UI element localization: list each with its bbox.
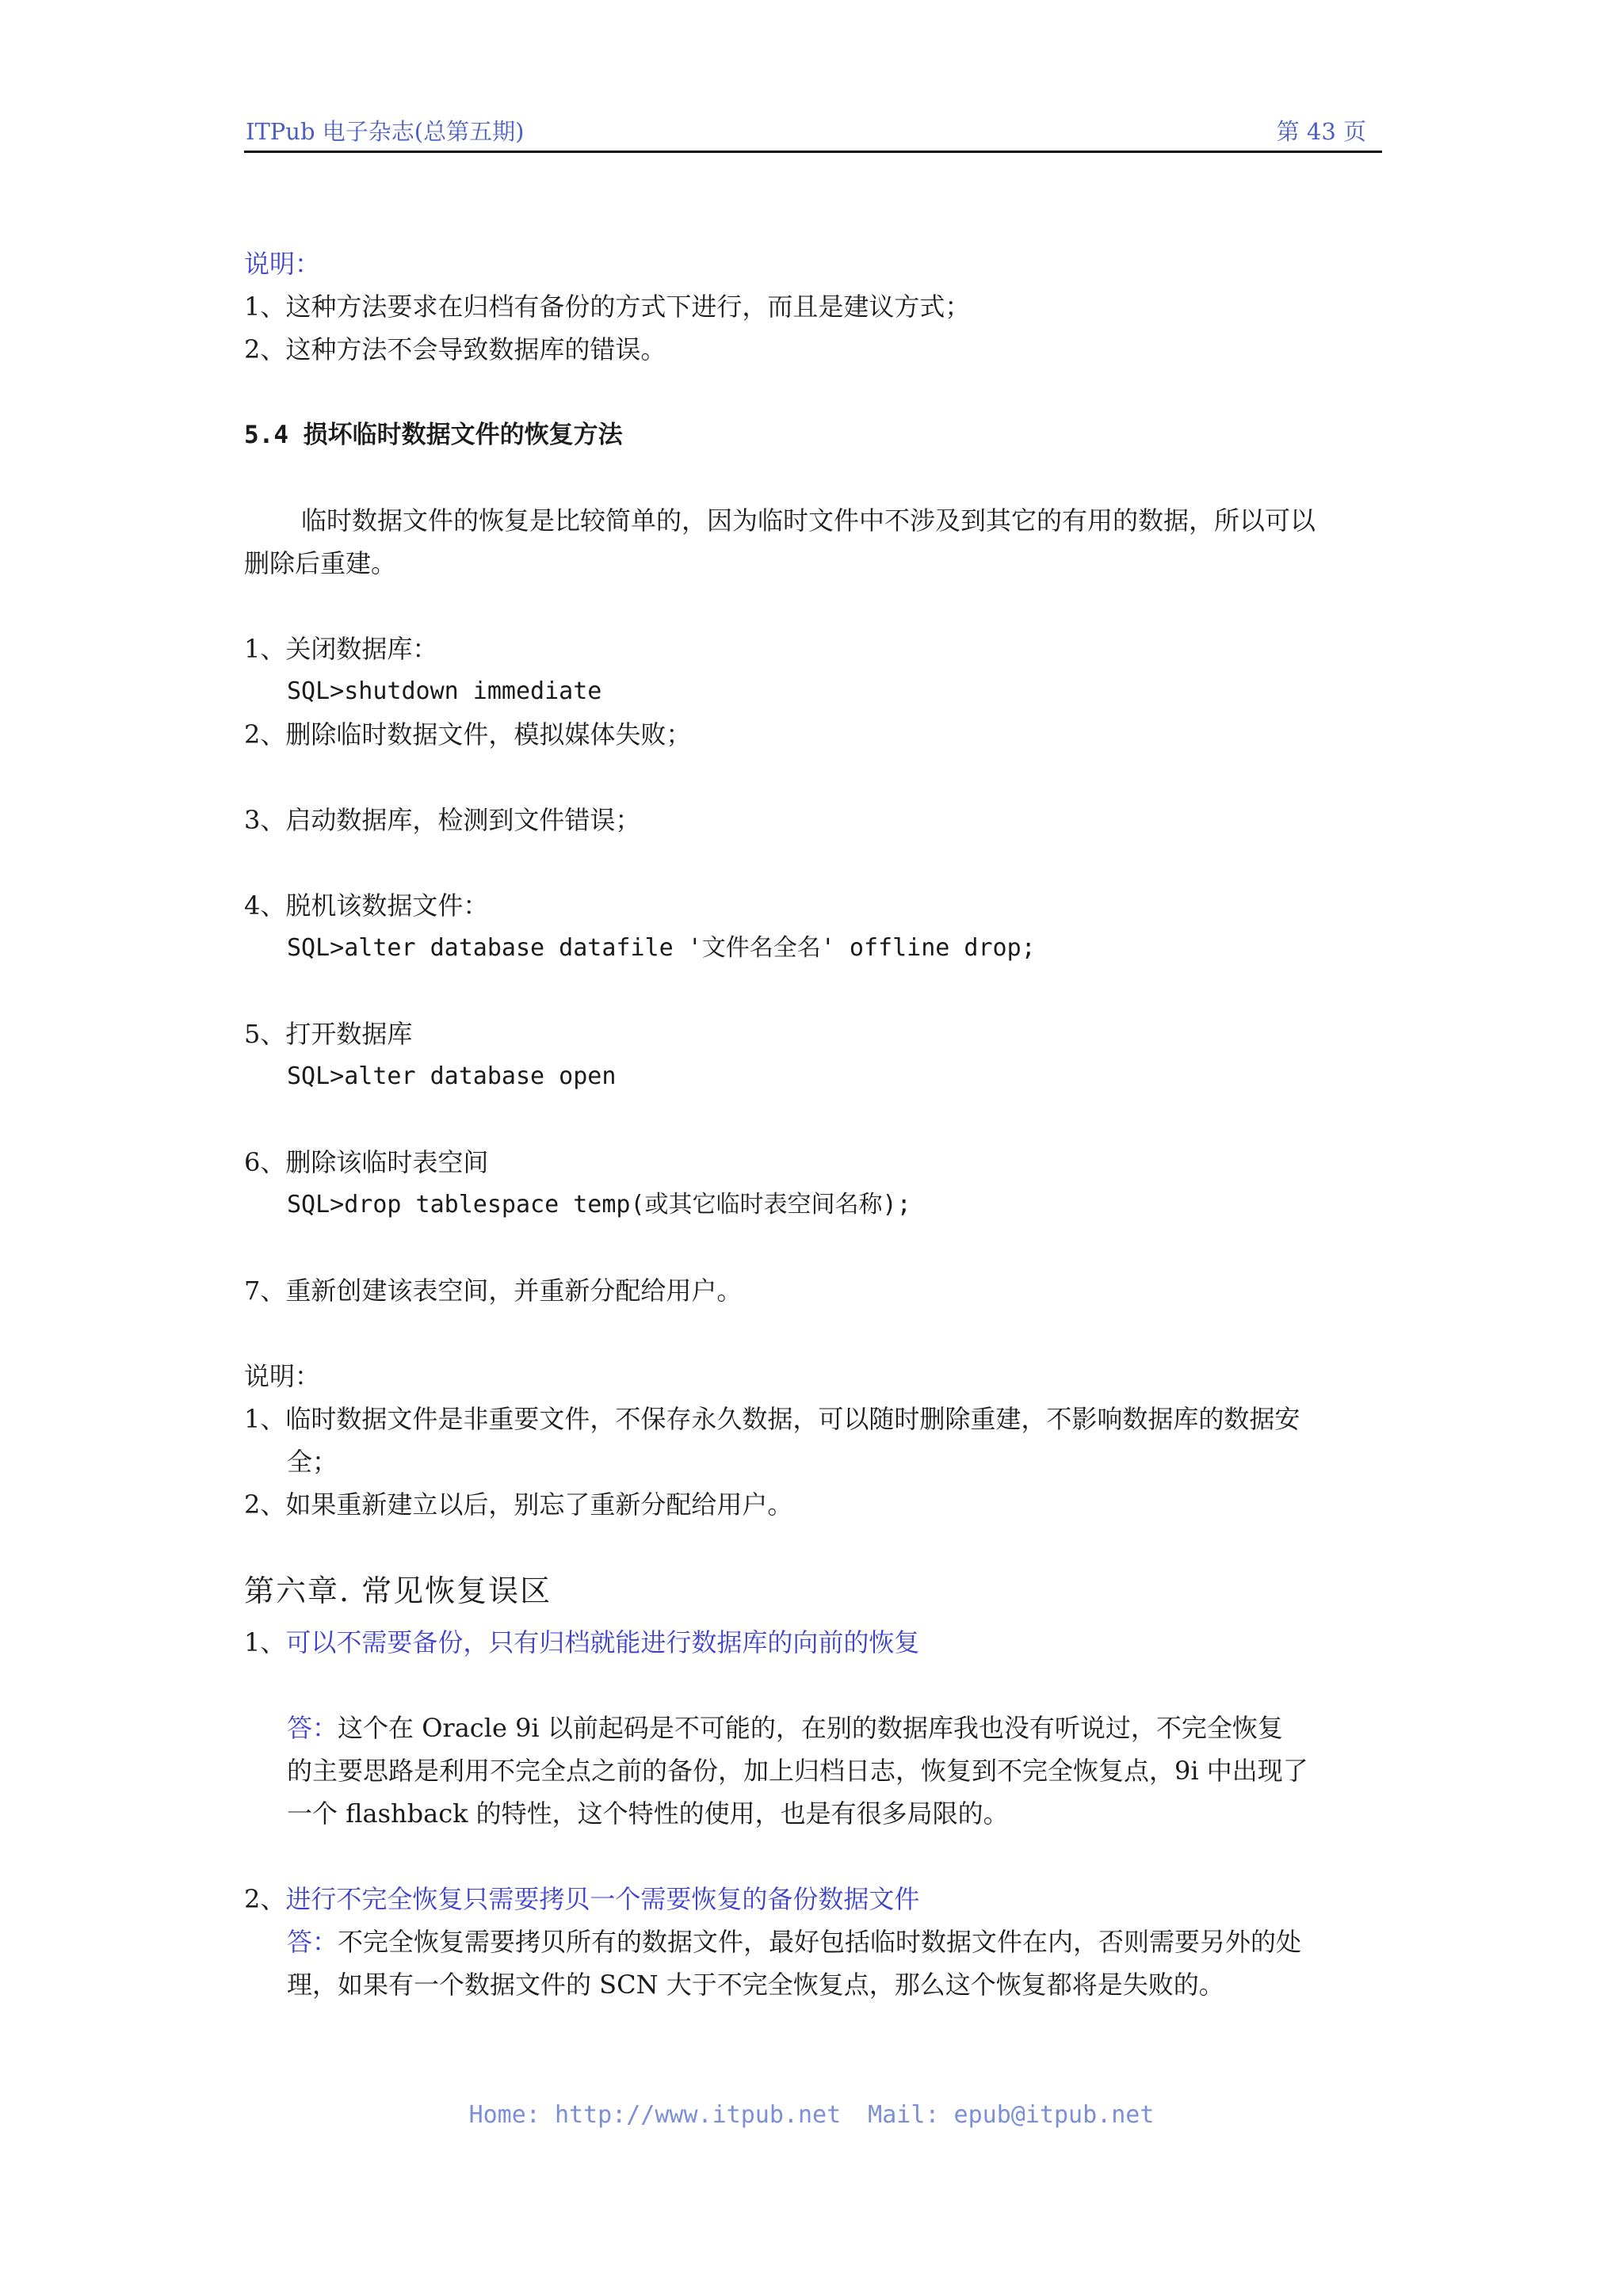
mail-label: Mail: <box>868 2101 940 2129</box>
answer-1-line <box>244 1707 1382 1749</box>
page-number: 第 43 页 <box>1276 118 1366 145</box>
chapter-heading: 第六章. 常见恢复误区 <box>244 1573 552 1608</box>
paragraph-line: 临时数据文件的恢复是比较简单的，因为临时文件中不涉及到其它的有用的数据，所以可以 <box>301 505 1316 536</box>
section-number: 5.4 <box>244 421 288 449</box>
answer-label: 答： <box>287 1713 338 1743</box>
magazine-title: ITPub 电子杂志(总第五期) <box>246 118 525 145</box>
page-content <box>244 242 1382 2006</box>
answer-label: 答： <box>287 1927 338 1957</box>
question-number: 1、 <box>244 1627 286 1657</box>
note-item: 2、如果重新建立以后，别忘了重新分配给用户。 <box>244 1489 793 1520</box>
note-item: 1、临时数据文件是非重要文件，不保存永久数据，可以随时删除重建，不影响数据库的数据安 <box>244 1404 1300 1434</box>
step-6: 6、删除该临时表空间 <box>244 1147 489 1177</box>
step-5: 5、打开数据库 <box>244 1019 413 1049</box>
question-text: 可以不需要备份，只有归档就能进行数据库的向前的恢复 <box>285 1627 920 1657</box>
note-item: 1、这种方法要求在归档有备份的方式下进行，而且是建议方式； <box>244 292 971 322</box>
answer-1-line: 的主要思路是利用不完全点之前的备份，加上归档日志，恢复到不完全恢复点，9i 中出现了 <box>287 1756 1308 1786</box>
paragraph-line: 删除后重建。 <box>244 548 397 578</box>
note-label: 说明： <box>244 1361 321 1391</box>
step-1: 1、关闭数据库： <box>244 634 438 664</box>
step-5-sql: SQL>alter database open <box>287 1062 617 1090</box>
answer-text: 不完全恢复需要拷贝所有的数据文件，最好包括临时数据文件在内，否则需要另外的处 <box>338 1927 1302 1957</box>
step-6-sql: SQL>drop tablespace temp(或其它临时表空间名称); <box>287 1191 911 1219</box>
step-7: 7、重新创建该表空间，并重新分配给用户。 <box>244 1276 743 1306</box>
section-title: 损坏临时数据文件的恢复方法 <box>303 421 623 449</box>
note-item-continued: 全； <box>287 1447 338 1477</box>
page-footer <box>0 2101 1623 2129</box>
step-4: 4、脱机该数据文件： <box>244 891 489 921</box>
step-4-sql: SQL>alter database datafile '文件名全名' offline drop; <box>287 934 1036 962</box>
mail-link[interactable]: epub@itpub.net <box>953 2101 1155 2129</box>
question-number: 2、 <box>244 1884 286 1914</box>
home-link[interactable]: http://www.itpub.net <box>554 2101 842 2129</box>
question-text: 进行不完全恢复只需要拷贝一个需要恢复的备份数据文件 <box>285 1884 920 1914</box>
note-item: 2、这种方法不会导致数据库的错误。 <box>244 334 666 364</box>
step-3: 3、启动数据库，检测到文件错误； <box>244 805 641 835</box>
question-2 <box>244 1878 1382 1920</box>
answer-text: 这个在 Oracle 9i 以前起码是不可能的，在别的数据库我也没有听说过，不完全恢复 <box>338 1713 1283 1743</box>
question-1 <box>244 1621 1382 1664</box>
home-label: Home: <box>468 2101 540 2129</box>
step-2: 2、删除临时数据文件，模拟媒体失败； <box>244 719 692 749</box>
step-1-sql: SQL>shutdown immediate <box>287 677 602 705</box>
section-heading <box>244 414 1382 456</box>
answer-1-line: 一个 flashback 的特性，这个特性的使用，也是有很多局限的。 <box>287 1798 1009 1829</box>
page-header <box>244 114 1382 153</box>
answer-2-line: 理，如果有一个数据文件的 SCN 大于不完全恢复点，那么这个恢复都将是失败的。 <box>287 1970 1224 2000</box>
note-label: 说明： <box>244 249 321 279</box>
answer-2-line <box>244 1920 1382 1963</box>
